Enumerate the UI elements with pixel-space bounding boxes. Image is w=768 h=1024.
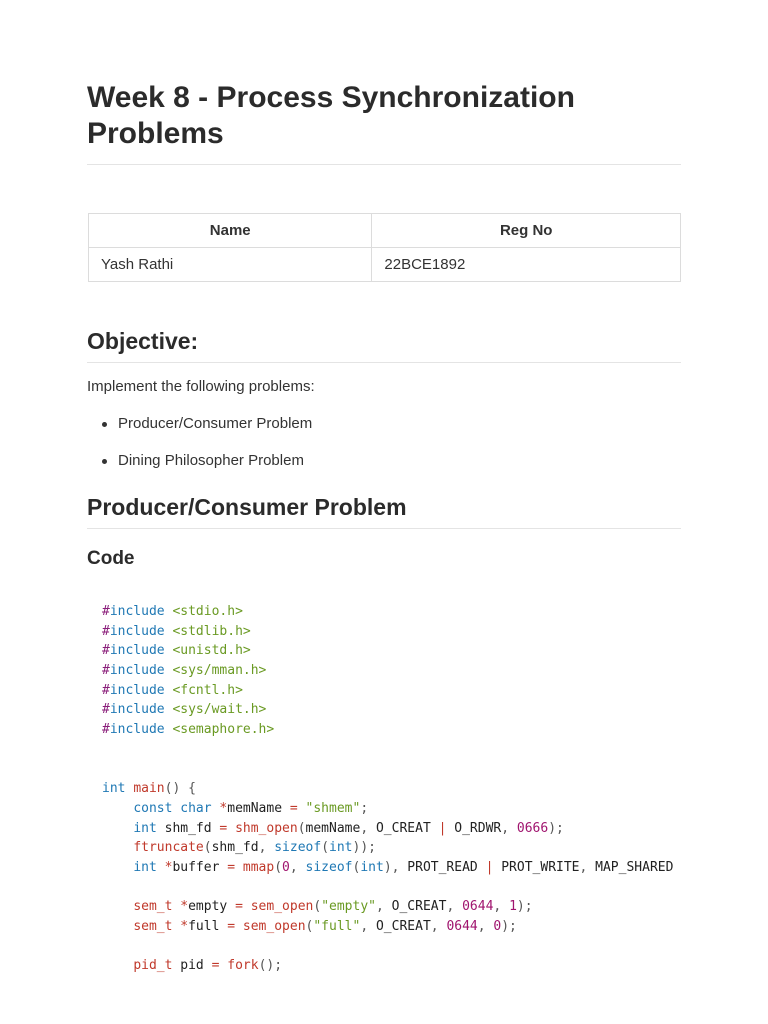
code-token: );	[516, 899, 533, 915]
code-line	[102, 740, 681, 760]
code-token: include	[109, 682, 165, 698]
code-token: shm_fd	[211, 840, 259, 856]
code-token: ,	[375, 899, 392, 915]
code-token: MAP_SHARED	[595, 859, 674, 875]
code-token: ,	[289, 859, 306, 875]
code-token: int	[133, 820, 157, 836]
code-token: ,	[258, 840, 275, 856]
code-token: <stdio.h>	[172, 604, 243, 619]
code-token: 0	[282, 859, 290, 875]
code-token: #	[102, 663, 110, 679]
code-token: full	[188, 919, 228, 934]
code-token: #	[102, 623, 110, 639]
code-subheading: Code	[87, 548, 135, 569]
code-token: *	[180, 899, 189, 915]
code-token: 0666	[516, 820, 549, 836]
code-token: #	[102, 702, 110, 718]
code-line	[102, 858, 681, 878]
code-token: ),	[383, 859, 408, 875]
code-token	[298, 801, 306, 816]
code-token: *	[219, 800, 228, 816]
code-token	[102, 919, 133, 934]
code-token: 0	[493, 919, 502, 934]
code-token: fork	[227, 958, 259, 974]
code-token: <sys/mman.h>	[172, 663, 267, 679]
table-header-regno: Reg No	[372, 214, 681, 248]
code-token	[102, 821, 133, 836]
code-token: include	[109, 623, 165, 639]
code-token: ,	[501, 820, 517, 836]
code-token: sem_open	[250, 899, 314, 915]
table-header-name: Name	[89, 214, 372, 248]
code-token: empty	[188, 899, 236, 915]
code-line	[102, 956, 681, 976]
code-token: () {	[164, 781, 196, 797]
code-token: "empty"	[321, 899, 376, 915]
code-token: mmap	[242, 859, 275, 875]
code-token: =	[289, 800, 298, 816]
code-token	[243, 899, 251, 914]
code-token: );	[548, 820, 564, 836]
code-token: char	[180, 800, 212, 816]
table-cell-name: Yash Rathi	[89, 248, 372, 282]
code-token: #	[102, 682, 110, 698]
code-block	[87, 592, 681, 1024]
code-token: ,	[430, 919, 447, 934]
code-line	[102, 602, 681, 622]
code-token: =	[227, 859, 236, 875]
code-token: include	[109, 604, 165, 619]
code-token: (	[203, 840, 212, 856]
list-item-label: Dining Philosopher Problem	[118, 452, 304, 469]
code-token: 0644	[446, 919, 478, 934]
code-token: O_CREAT	[391, 899, 447, 915]
code-token: int	[133, 859, 157, 875]
objective-heading: Objective:	[87, 326, 681, 363]
code-token: PROT_READ	[407, 859, 486, 875]
code-token: =	[219, 820, 228, 836]
code-token: buffer	[172, 859, 228, 875]
code-token: "shmem"	[305, 800, 361, 816]
code-token	[102, 801, 133, 816]
code-line	[102, 622, 681, 642]
code-token: 1	[509, 899, 517, 915]
code-token: <semaphore.h>	[172, 722, 275, 738]
code-token: =	[227, 919, 236, 934]
code-token: memName	[227, 800, 290, 816]
code-token: =	[211, 958, 220, 974]
objective-intro: Implement the following problems:	[87, 378, 315, 395]
code-token: <stdlib.h>	[172, 623, 251, 639]
code-token: int	[329, 840, 353, 856]
code-token: O_CREAT	[375, 919, 431, 934]
code-line	[102, 937, 681, 957]
code-token: *	[180, 919, 189, 934]
code-token: #	[102, 604, 110, 619]
code-token: ();	[258, 958, 283, 974]
code-token: ,	[477, 919, 494, 934]
code-token	[102, 860, 133, 875]
code-token: int	[360, 859, 384, 875]
section-heading: Producer/Consumer Problem	[87, 492, 681, 529]
code-token: sem_t	[133, 919, 173, 934]
code-line	[102, 661, 681, 681]
table-cell-regno: 22BCE1892	[372, 248, 681, 282]
code-token: shm_fd	[156, 820, 220, 836]
code-token: O_CREAT	[375, 820, 439, 836]
code-token: memName	[305, 820, 361, 836]
code-token: include	[109, 702, 165, 718]
code-token	[102, 899, 133, 914]
code-token	[235, 860, 243, 875]
code-token: <sys/wait.h>	[172, 702, 267, 718]
code-line	[102, 819, 681, 839]
code-token: |	[438, 820, 447, 836]
code-token: =	[235, 899, 243, 915]
code-token: int	[102, 781, 126, 797]
bullet-icon	[102, 459, 107, 464]
code-token: include	[109, 643, 165, 659]
code-line	[102, 681, 681, 701]
code-token: "full"	[313, 919, 361, 934]
code-token: sem_open	[242, 919, 306, 934]
code-token: pid_t	[133, 958, 173, 974]
code-token: #	[102, 722, 110, 738]
bullet-icon	[102, 422, 107, 427]
code-listing	[87, 592, 681, 976]
code-token: include	[109, 722, 165, 738]
code-token: (	[321, 840, 330, 856]
code-token: sizeof	[305, 859, 353, 875]
code-token: sem_t	[133, 899, 173, 915]
code-token: );	[501, 919, 517, 934]
objective-list	[87, 412, 312, 486]
code-token	[102, 840, 133, 855]
code-token	[157, 860, 165, 875]
code-line	[102, 799, 681, 819]
code-token: const	[133, 800, 173, 816]
code-token: (	[313, 899, 322, 915]
code-token: PROT_WRITE	[493, 859, 580, 875]
code-line	[102, 779, 681, 799]
code-token	[102, 958, 133, 973]
student-info-table	[88, 213, 681, 282]
list-item	[87, 412, 312, 449]
code-token	[227, 821, 235, 836]
code-token: (	[352, 859, 361, 875]
code-token	[235, 919, 243, 934]
code-line	[102, 878, 681, 898]
code-token: ));	[352, 840, 376, 856]
code-token: (	[305, 919, 314, 934]
code-token: sizeof	[274, 840, 322, 856]
code-token: main	[133, 781, 165, 797]
code-line	[102, 897, 681, 917]
code-token: 0644	[462, 899, 494, 915]
table-row	[89, 248, 681, 282]
code-token: ;	[360, 800, 369, 816]
code-line	[102, 838, 681, 858]
code-token: ,	[446, 899, 463, 915]
code-token: #	[102, 643, 110, 659]
code-line	[102, 760, 681, 780]
code-token: O_RDWR	[446, 820, 502, 836]
code-line	[102, 917, 681, 937]
list-item-label: Producer/Consumer Problem	[118, 415, 313, 432]
code-token: (	[274, 859, 283, 875]
code-token: ftruncate	[133, 840, 204, 856]
code-token: include	[109, 663, 165, 679]
code-line	[102, 641, 681, 661]
code-token: ,	[360, 919, 376, 934]
list-item	[87, 449, 312, 486]
code-token: *	[164, 859, 173, 875]
code-token: <fcntl.h>	[172, 682, 243, 698]
code-token: ,	[493, 899, 510, 915]
code-token: ,	[360, 820, 376, 836]
code-token: shm_open	[235, 820, 298, 836]
page-title: Week 8 - Process Synchronization Problems	[87, 80, 681, 165]
code-token: <unistd.h>	[172, 643, 251, 659]
code-token: ,	[579, 859, 596, 875]
code-token: pid	[172, 958, 212, 974]
code-line	[102, 720, 681, 740]
table-header-row	[89, 214, 681, 248]
code-line	[102, 700, 681, 720]
code-token: |	[485, 859, 494, 875]
code-token: (	[297, 820, 306, 836]
